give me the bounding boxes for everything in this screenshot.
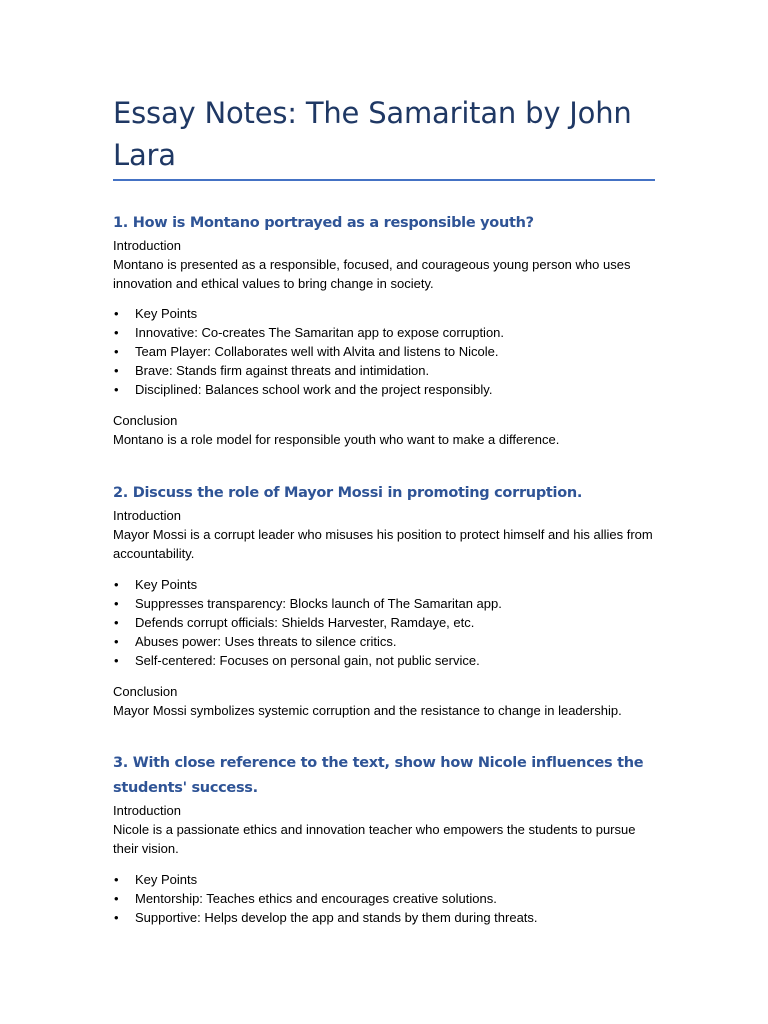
bullet-icon: • (114, 325, 119, 340)
bullet-icon: • (114, 363, 119, 378)
section-3 (113, 751, 658, 927)
list-item: • Self-centered: Focuses on personal gain, not public service. (114, 653, 480, 668)
list-item: • Key Points (114, 306, 198, 321)
bullet-icon: • (114, 344, 119, 359)
list-item: • Abuses power: Uses threats to silence critics. (114, 634, 397, 649)
introduction-label: Introduction (113, 803, 181, 818)
bullet-icon: • (114, 306, 119, 321)
document-title: Essay Notes: The Samaritan by John Lara (113, 96, 632, 172)
section-1 (113, 211, 658, 449)
section-heading: 2. Discuss the role of Mayor Mossi in promoting corruption. (113, 485, 583, 501)
key-points-list (113, 575, 658, 670)
introduction-label: Introduction (113, 238, 181, 253)
conclusion-label: Conclusion (113, 413, 178, 428)
conclusion-text: Mayor Mossi symbolizes systemic corruption and the resistance to change in leadership. (113, 703, 622, 718)
list-item: • Key Points (114, 872, 198, 887)
list-item: • Innovative: Co-creates The Samaritan app to expose corruption. (114, 325, 505, 340)
list-item: • Mentorship: Teaches ethics and encourages creative solutions. (114, 891, 497, 906)
key-points-list (113, 870, 658, 927)
section-2 (113, 481, 658, 720)
bullet-icon: • (114, 382, 119, 397)
bullet-icon: • (114, 891, 119, 906)
bullet-icon: • (114, 653, 119, 668)
list-item: • Suppresses transparency: Blocks launch of The Samaritan app. (114, 596, 502, 611)
conclusion-label: Conclusion (113, 684, 178, 699)
list-item: • Disciplined: Balances school work and the project responsibly. (114, 382, 493, 397)
introduction-label: Introduction (113, 508, 181, 523)
introduction-text: Montano is presented as a responsible, focused, and courageous young person who uses innovation and ethical values to bring change in society. (113, 257, 631, 291)
title-underline-divider (113, 179, 655, 181)
bullet-icon: • (114, 872, 119, 887)
bullet-icon: • (114, 615, 119, 630)
conclusion-text: Montano is a role model for responsible youth who want to make a difference. (113, 432, 560, 447)
list-item: • Supportive: Helps develop the app and stands by them during threats. (114, 910, 538, 925)
bullet-icon: • (114, 634, 119, 649)
section-heading: 3. With close reference to the text, show how Nicole influences the students' success. (113, 755, 644, 796)
section-heading: 1. How is Montano portrayed as a responsible youth? (113, 215, 534, 231)
bullet-icon: • (114, 577, 119, 592)
introduction-text: Mayor Mossi is a corrupt leader who misuses his position to protect himself and his allies from accountability. (113, 527, 653, 561)
bullet-icon: • (114, 910, 119, 925)
list-item: • Team Player: Collaborates well with Alvita and listens to Nicole. (114, 344, 499, 359)
list-item: • Defends corrupt officials: Shields Harvester, Ramdaye, etc. (114, 615, 475, 630)
introduction-text: Nicole is a passionate ethics and innovation teacher who empowers the students to pursue their vision. (113, 822, 636, 856)
list-item: • Key Points (114, 577, 198, 592)
key-points-list (113, 304, 658, 399)
bullet-icon: • (114, 596, 119, 611)
list-item: • Brave: Stands firm against threats and intimidation. (114, 363, 430, 378)
